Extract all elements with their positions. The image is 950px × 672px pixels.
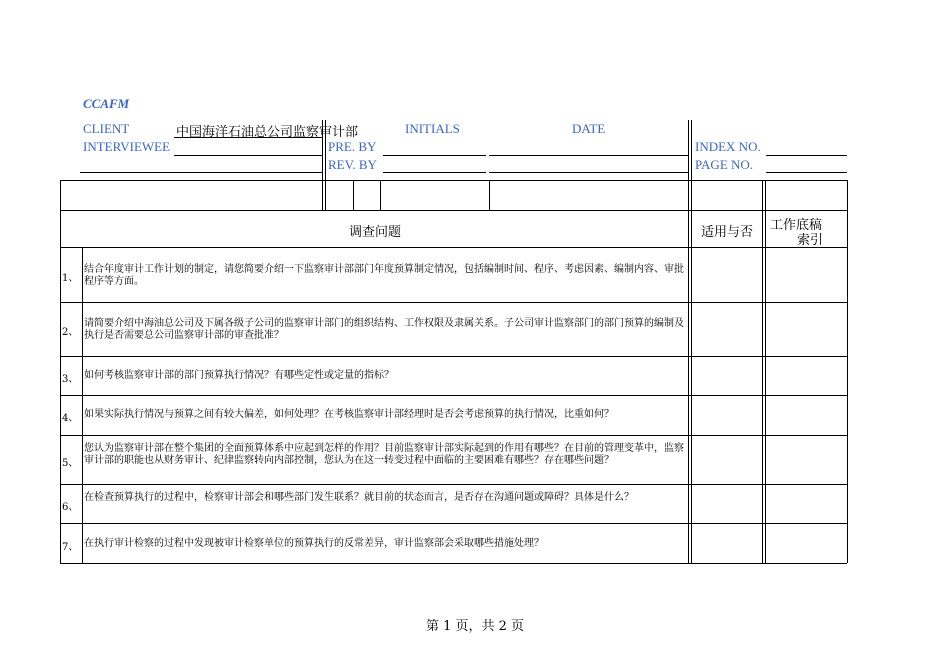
header-divider-right-b bbox=[691, 120, 692, 210]
row-separator-5 bbox=[60, 484, 847, 485]
question-text: 结合年度审计工作计划的制定，请您简要介绍一下监察审计部部门年度预算制定情况，包括编制时间、程序、考虑因素、编制内容、审批程序等方面。 bbox=[84, 264, 684, 287]
question-text: 如果实际执行情况与预算之间有较大偏差，如何处理？在考核监察审计部经理时是否会考虑预算的执行情况，比重如何？ bbox=[84, 409, 614, 420]
row-number: 7、 bbox=[62, 542, 79, 553]
header-divider-right-a bbox=[688, 120, 689, 210]
rev-by-label: REV. BY bbox=[328, 157, 377, 172]
table-left-border bbox=[60, 180, 61, 563]
date-label: DATE bbox=[572, 121, 606, 136]
page-no-line bbox=[766, 172, 847, 173]
interviewee-underline bbox=[174, 155, 322, 156]
col-header-applicable: 适用与否 bbox=[700, 225, 753, 240]
index-no-line bbox=[766, 155, 847, 156]
table-top-border bbox=[60, 180, 847, 181]
blank-row-divider-1 bbox=[353, 180, 354, 210]
pre-by-label: PRE. BY bbox=[328, 139, 377, 154]
row-number: 2、 bbox=[62, 327, 79, 338]
client-underline bbox=[174, 137, 322, 138]
row-number: 4、 bbox=[62, 413, 79, 424]
index-no-label: INDEX NO. bbox=[695, 139, 761, 154]
client-label: CLIENT bbox=[83, 121, 130, 136]
header-divider-left-b bbox=[325, 120, 326, 210]
table-right-border bbox=[847, 180, 848, 563]
pre-by-initials-line bbox=[383, 155, 486, 156]
header-divider-left-a bbox=[322, 120, 323, 210]
row-separator-4 bbox=[60, 435, 847, 436]
client-value: 中国海洋石油总公司监察审计部 bbox=[176, 125, 359, 140]
applicable-col-left-a bbox=[688, 210, 689, 563]
blank-row-divider-2 bbox=[380, 180, 381, 210]
blank-row-divider-3 bbox=[489, 180, 490, 210]
rev-by-initials-line bbox=[383, 172, 486, 173]
page-footer: 第 1 页，共 2 页 bbox=[425, 619, 525, 634]
col-header-workpaper-line1: 工作底稿 bbox=[769, 218, 822, 233]
question-text: 在执行审计检察的过程中发现被审计检察单位的预算执行的反常差异，审计监察部会采取哪些措施处理？ bbox=[84, 538, 544, 549]
row-separator-3 bbox=[60, 395, 847, 396]
table-bottom-border bbox=[60, 563, 847, 564]
row-separator-2 bbox=[60, 356, 847, 357]
table-header-top bbox=[60, 210, 847, 211]
workpaper-col-left-a bbox=[762, 180, 763, 563]
row-number: 3、 bbox=[62, 374, 79, 385]
question-text: 请简要介绍中海油总公司及下属各级子公司的监察审计部门的组织结构、工作权限及隶属关系。子公司审计监察部门的部门预算的编制及执行是否需要总公司监察审计部的审查批准？ bbox=[84, 318, 684, 341]
row-number: 5、 bbox=[62, 458, 79, 469]
page-no-label: PAGE NO. bbox=[695, 157, 754, 172]
question-text: 您认为监察审计部在整个集团的全面预算体系中应起到怎样的作用？目前监察审计部实际起到的作用有哪些？在目前的管理变革中，监察审计部的职能也从财务审计、纪律监察转向内部控制，您认为在这一转变过程中面临的主要困难有哪些？存在哪些问题？ bbox=[84, 443, 684, 466]
row-separator-1 bbox=[60, 302, 847, 303]
initials-label: INITIALS bbox=[405, 121, 460, 136]
table-header-bottom bbox=[60, 247, 847, 248]
pre-by-date-line bbox=[489, 155, 688, 156]
row-separator-6 bbox=[60, 523, 847, 524]
question-text: 在检查预算执行的过程中，检察审计部会和哪些部门发生联系？就目前的状态而言，是否存在沟通问题或障碍？具体是什么？ bbox=[84, 492, 634, 503]
rev-by-date-line bbox=[489, 172, 688, 173]
interviewee-label: INTERVIEWEE bbox=[83, 139, 171, 154]
brand-logo-text: CCAFM bbox=[83, 96, 130, 111]
applicable-col-left-b bbox=[691, 210, 692, 563]
row-number: 6、 bbox=[62, 502, 79, 513]
question-text: 如何考核监察审计部的部门预算执行情况？有哪些定性或定量的指标？ bbox=[84, 370, 394, 381]
number-col-divider bbox=[82, 247, 83, 563]
col-header-question: 调查问题 bbox=[348, 225, 401, 240]
col-header-workpaper-line2: 索引 bbox=[796, 233, 823, 248]
name-underline bbox=[80, 172, 322, 173]
row-number: 1、 bbox=[62, 273, 79, 284]
workpaper-col-left-b bbox=[765, 180, 766, 563]
